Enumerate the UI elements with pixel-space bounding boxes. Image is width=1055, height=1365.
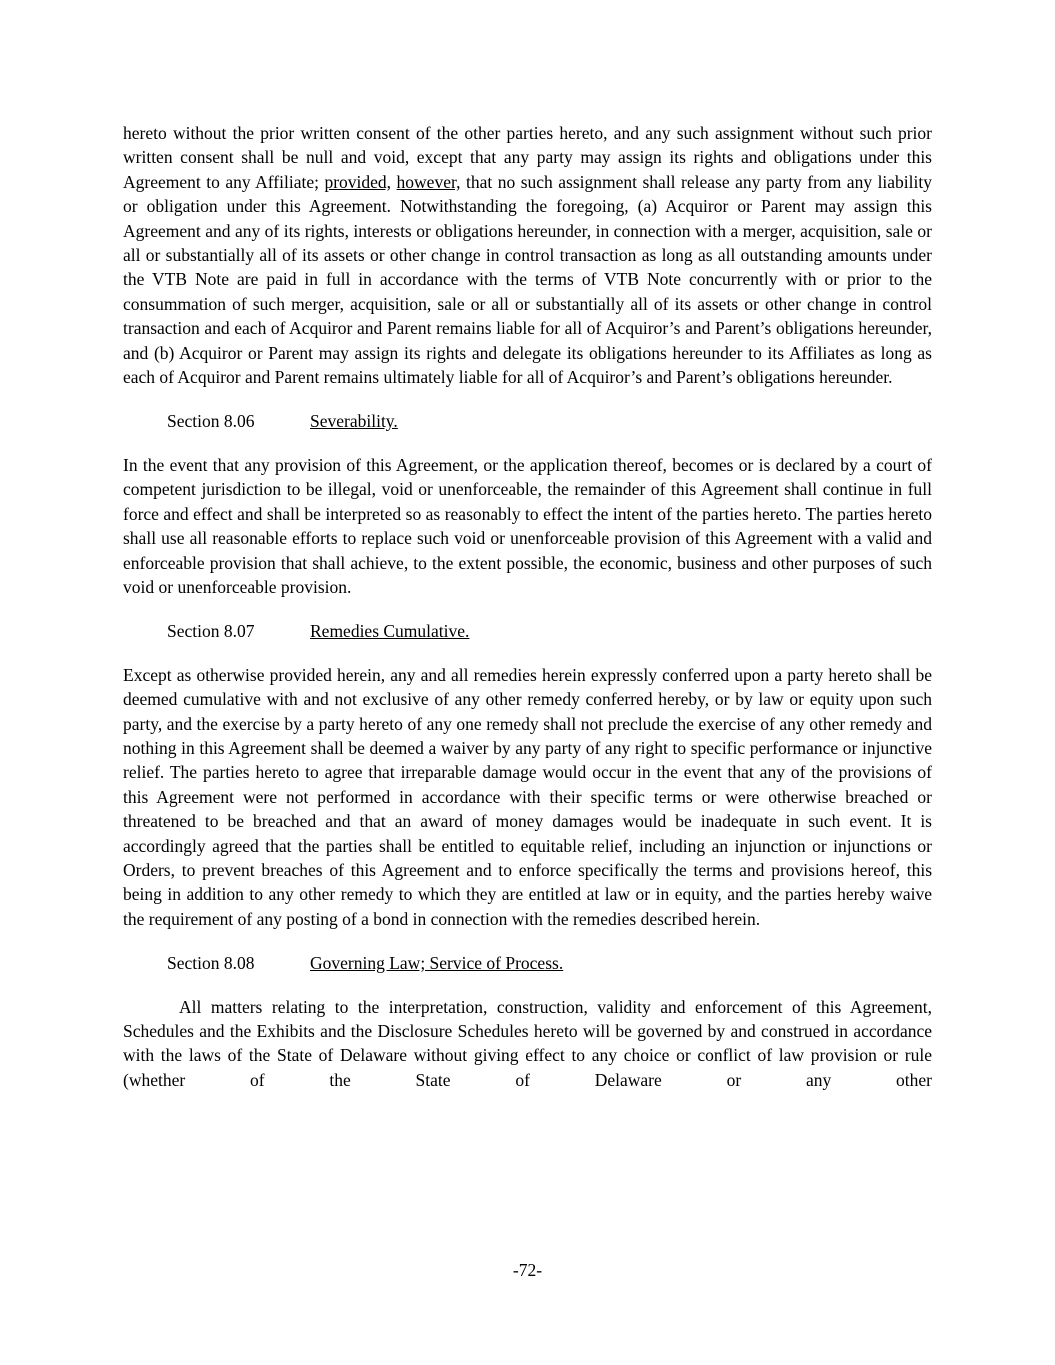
paragraph (123, 121, 932, 389)
text-run: Except as otherwise provided herein, any and all remedies herein expressly conferred upon a party hereto shall be deemed cumulative with and not exclusive of any other remedy conferred hereby, or by law or equity upon such party, and the exercise by a party hereto of any one remedy shall not preclude the exercise of any other remedy and nothing in this Agreement shall be deemed a waiver by any party of any right to specific performance or injunctive relief. The parties hereto to agree that irreparable damage would occur in the event that any of the provisions of this Agreement were not performed in accordance with their specific terms or were otherwise breached or threatened to be breached and that an award of money damages would be inadequate in such event. It is accordingly agreed that the parties shall be entitled to equitable relief, including an injunction or injunctions or Orders, to prevent breaches of this Agreement and to enforce specifically the terms and provisions hereof, this being in addition to any other remedy to which they are entitled at law or in equity, and the parties hereby waive the requirement of any posting of a bond in connection with the remedies described herein. (123, 664, 932, 929)
section-number: Section 8.08 (167, 952, 255, 973)
page-number: -72- (512, 1260, 543, 1280)
paragraph (123, 663, 932, 931)
document-content (123, 121, 932, 1112)
text-run: that no such assignment shall release any party from any liability or obligation under this Agreement. Notwithstanding the foregoing, (a) Acquiror or Parent may assign this Agreement and any of its rights, interests or obligations hereunder, in connection with a merger, acquisition, sale or all or substantially all of its assets or other change in control transaction as long as all outstanding amounts under the VTB Note are paid in full in accordance with the terms of VTB Note concurrently with or prior to the consummation of such merger, acquisition, sale or all or substantially all of its assets or other change in control transaction and each of Acquiror and Parent remains liable for all of Acquiror’s and Parent’s obligations hereunder, and (b) Acquiror or Parent may assign its rights and delegate its obligations hereunder to its Affiliates as long as each of Acquiror and Parent remains ultimately liable for all of Acquiror’s and Parent’s obligations hereunder. (123, 171, 933, 388)
underlined-term: provided, (324, 171, 392, 192)
text-run: All matters relating to the interpretation, construction, validity and enforcement of this Agreement, Schedules and the Exhibits and the Disclosure Schedules hereto will be governed by and construed in accordance with the laws of the State of Delaware without giving effect to any choice or conflict of law provision or rule (whether of the State of Delaware or any other (123, 996, 932, 1090)
section-heading (123, 619, 932, 643)
section-heading (123, 951, 932, 975)
text-run: hereto without the prior written consent of the other parties hereto, and any such assignment without such prior written consent shall be null and void, except that any party may assign its rights and obligations under this Agreement to any Affiliate; (123, 123, 932, 192)
paragraph (123, 453, 932, 599)
section-title: Remedies Cumulative. (310, 620, 470, 641)
text-run: In the event that any provision of this Agreement, or the application thereof, becomes or is declared by a court of competent jurisdiction to be illegal, void or unenforceable, the remainder of this Agreement shall continue in full force and effect and shall be interpreted so as reasonably to effect the intent of the parties hereto. The parties hereto shall use all reasonable efforts to replace such void or unenforceable provision of this Agreement with a valid and enforceable provision that shall achieve, to the extent possible, the economic, business and other purposes of such void or unenforceable provision. (123, 454, 932, 597)
section-title: Governing Law; Service of Process. (310, 952, 564, 973)
section-heading (123, 409, 932, 433)
section-number: Section 8.06 (167, 410, 255, 431)
underlined-term: however, (396, 171, 461, 192)
section-title: Severability. (310, 410, 398, 431)
section-number: Section 8.07 (167, 620, 255, 641)
paragraph (123, 995, 932, 1093)
